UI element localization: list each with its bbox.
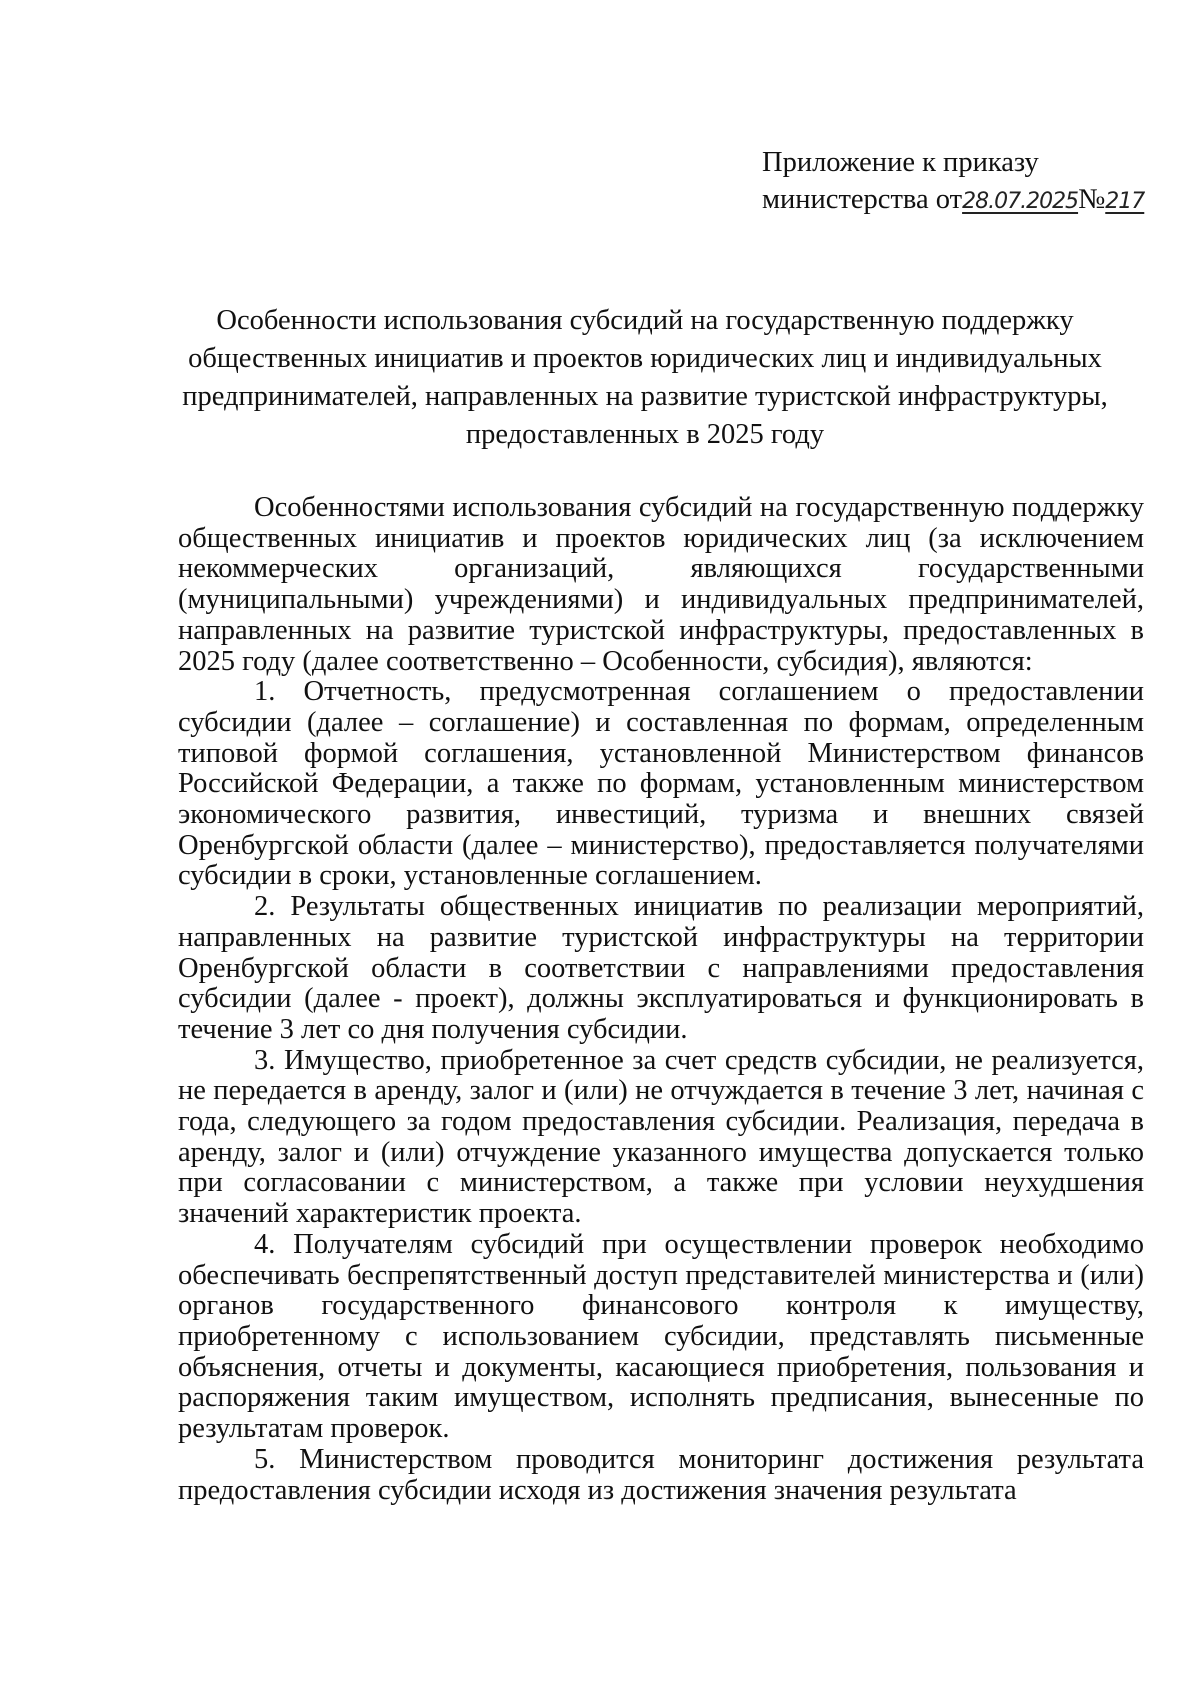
appendix-line-2 <box>762 181 1144 220</box>
document-body <box>178 493 1144 1506</box>
order-prefix: министерства от <box>762 184 963 215</box>
clause-3: 3. Имущество, приобретенное за счет средств субсидии, не реализуется, не передается в аренду, залог и (или) не отчуждается в течение 3 лет, начиная с года, следующего за годом предоставления субсидии. Реализация, передача в аренду, залог и (или) отчуждение указанного имущества допускается только при согласовании с министерством, а также при условии неухудшения значений характеристик проекта. <box>178 1044 1144 1230</box>
number-sign: № <box>1078 184 1106 215</box>
order-date-handwritten: 28.07.2025 <box>962 189 1079 214</box>
clause-2: 2. Результаты общественных инициатив по реализации мероприятий, направленных на развитие туристской инфраструктуры на территории Оренбургской области в соответствии с направлениями предоставления субсидии (далее - проект), должны эксплуатироваться и функционировать в течение 3 лет со дня получения субсидии. <box>178 891 1144 1045</box>
clause-4: 4. Получателям субсидий при осуществлении проверок необходимо обеспечивать беспрепятственный доступ представителей министерства и (или) органов государственного финансового контроля к имуществу, приобретенному с использованием субсидии, представлять письменные объяснения, отчеты и документы, касающиеся приобретения, пользования и распоряжения таким имуществом, исполнять предписания, вынесенные по результатам проверок. <box>178 1228 1144 1445</box>
clause-1: 1. Отчетность, предусмотренная соглашением о предоставлении субсидии (далее – соглашение) и составленная по формам, определенным типовой формой соглашения, установленной Министерством финансов Российской Федерации, а также по формам, установленным министерством экономического развития, инвестиций, туризма и внешних связей Оренбургской области (далее – министерство), предоставляется получателями субсидии в сроки, установленные соглашением. <box>178 676 1144 892</box>
clause-5: 5. Министерством проводится мониторинг достижения результата предоставления субсидии исходя из достижения значения результата <box>178 1443 1144 1506</box>
appendix-header <box>762 144 1144 220</box>
order-number-handwritten: 217 <box>1105 189 1145 214</box>
intro-paragraph: Особенностями использования субсидий на государственную поддержку общественных инициатив и проектов юридических лиц (за исключением некоммерческих организаций, являющихся государственными (муниципальными) учреждениями) и индивидуальных предпринимателей, направленных на развитие туристской инфраструктуры, предоставленных в 2025 году (далее соответственно – Особенности, субсидия), являются: <box>178 492 1144 677</box>
appendix-line-1: Приложение к приказу <box>762 147 1039 178</box>
document-title: Особенности использования субсидий на государственную поддержку общественных инициатив и проектов юридических лиц и индивидуальных предпринимателей, направленных на развитие туристской инфраструктуры, предоставленных в 2025 году <box>182 305 1108 450</box>
